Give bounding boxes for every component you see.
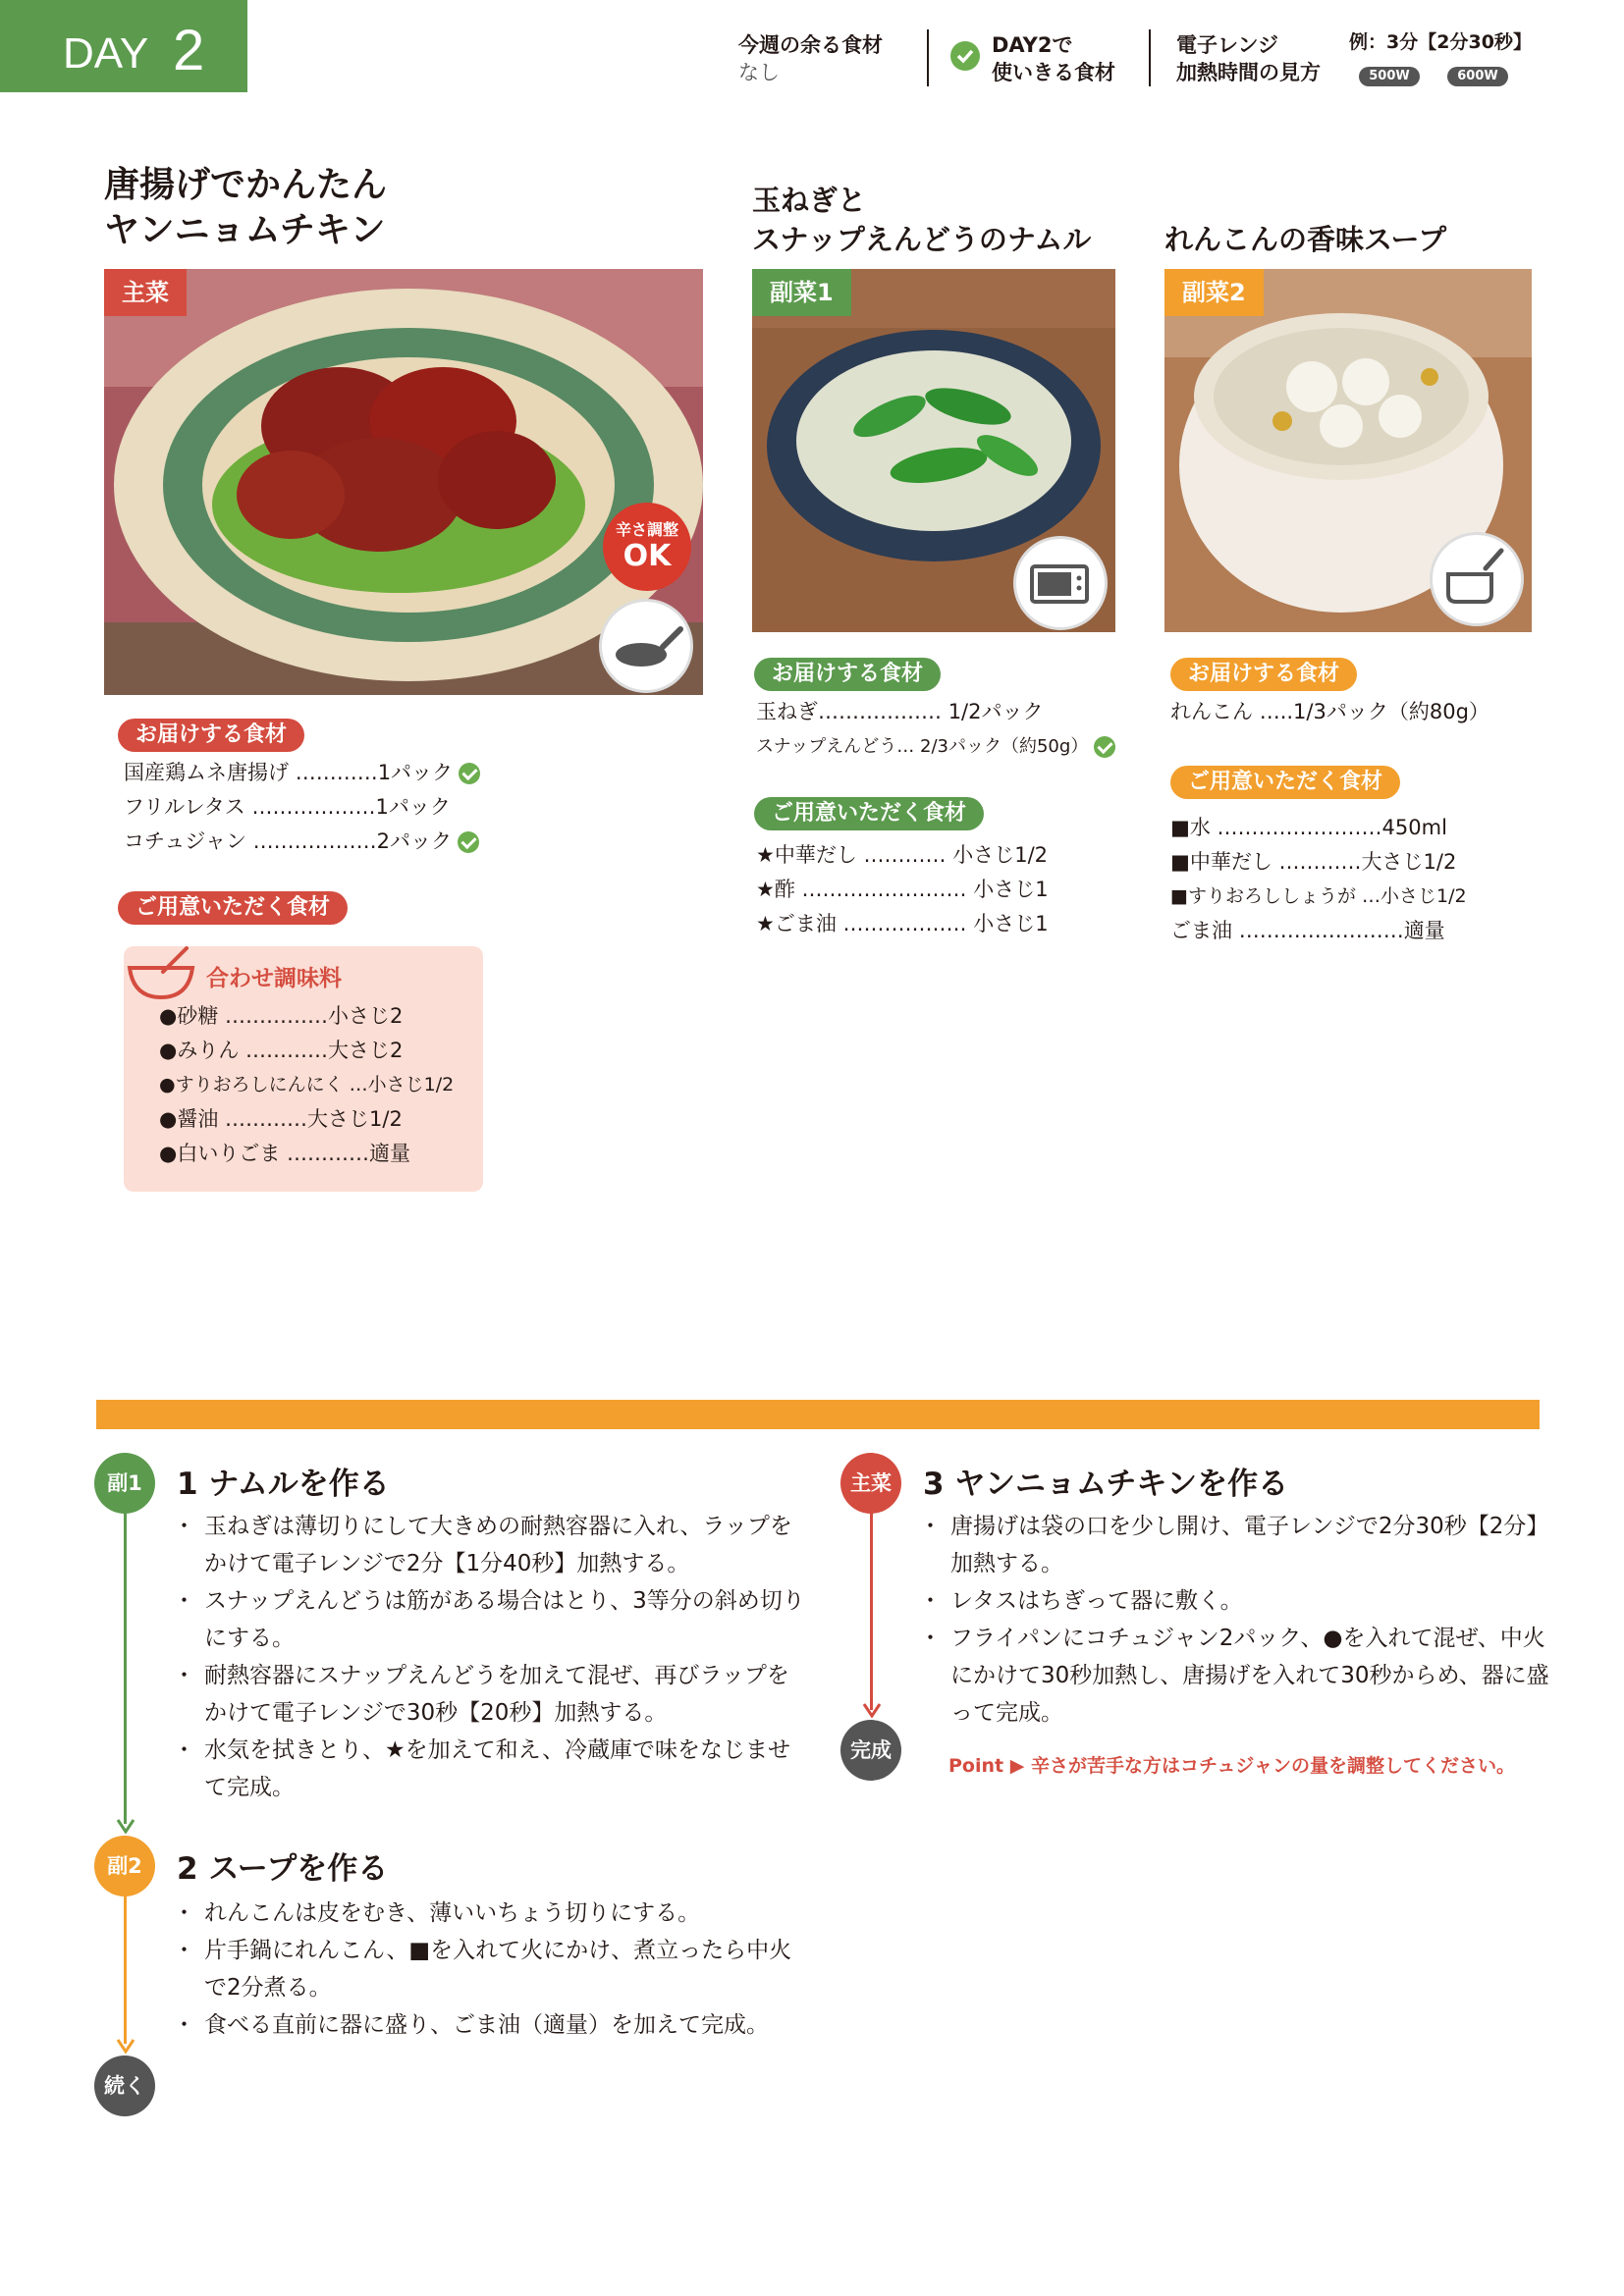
step3-list bbox=[927, 1508, 1555, 1732]
ingredient-dots: ……………… bbox=[842, 912, 967, 935]
ingredient-row bbox=[756, 729, 1115, 764]
ingredient-qty: 1/2パック bbox=[947, 700, 1044, 723]
ingredient-name: ■中華だし bbox=[1170, 850, 1272, 874]
watt-500-pill: 500W bbox=[1359, 67, 1420, 86]
step2-list bbox=[181, 1895, 809, 2044]
ingredient-dots: …………………… bbox=[1238, 919, 1404, 942]
ingredient-row bbox=[159, 1102, 454, 1137]
ingredient-name: ●すりおろしにんにく bbox=[159, 1074, 344, 1095]
ingredient-dots: ………… bbox=[863, 843, 947, 867]
ingredient-row bbox=[159, 1137, 454, 1171]
ingredient-name: れんこん bbox=[1170, 700, 1253, 723]
ingredient-dots: … bbox=[896, 736, 915, 757]
ingredient-name: ●砂糖 bbox=[159, 1004, 219, 1028]
side2-delivered-tag: お届けする食材 bbox=[1170, 658, 1357, 691]
example-time1: 3分 bbox=[1386, 31, 1419, 53]
sauce-list bbox=[159, 999, 454, 1171]
check-icon bbox=[459, 763, 480, 784]
bracket-close: 】 bbox=[1512, 31, 1532, 53]
bowl-icon bbox=[124, 944, 198, 1007]
main-title bbox=[104, 163, 387, 253]
side1-photo bbox=[752, 269, 1115, 632]
mw-line2: 加熱時間の見方 bbox=[1176, 61, 1321, 84]
ingredient-row bbox=[1170, 880, 1467, 914]
ingredient-qty: 1/3パック（約80g） bbox=[1293, 700, 1489, 723]
ingredient-row bbox=[124, 790, 480, 825]
day-word: DAY bbox=[63, 29, 149, 78]
ingredient-qty: 小さじ2 bbox=[328, 1004, 404, 1028]
ingredient-qty: 450ml bbox=[1381, 816, 1447, 839]
step3-arrow-icon bbox=[862, 1702, 882, 1722]
spicy-line1: 辛さ調整 bbox=[615, 520, 678, 539]
ingredient-row bbox=[159, 1034, 454, 1068]
ingredient-qty: 適量 bbox=[369, 1142, 411, 1165]
ingredient-dots: … bbox=[1362, 885, 1380, 907]
ingredient-row bbox=[756, 907, 1049, 941]
point-note: Point ▶ 辛さが苦手な方はコチュジャンの量を調整してください。 bbox=[948, 1755, 1515, 1777]
ingredient-qty: 小さじ1 bbox=[973, 912, 1049, 935]
useup-info bbox=[992, 31, 1115, 86]
sauce-title: 合わせ調味料 bbox=[206, 966, 342, 991]
ingredient-name: ●みりん bbox=[159, 1039, 240, 1062]
step2-arrow-icon bbox=[116, 2038, 135, 2057]
microwave-icon bbox=[1013, 536, 1108, 630]
ingredient-dots: ………… bbox=[287, 1142, 370, 1165]
ingredient-dots: … bbox=[349, 1074, 368, 1095]
ingredient-dots: ….. bbox=[1259, 700, 1294, 723]
sauce-box bbox=[124, 946, 483, 1192]
watt-600-pill: 600W bbox=[1447, 67, 1508, 86]
microwave-legend bbox=[1176, 31, 1321, 86]
step2-badge: 副2 bbox=[94, 1836, 155, 1896]
example-time2: 2分30秒 bbox=[1436, 31, 1513, 53]
main-delivered-tag: お届けする食材 bbox=[118, 719, 304, 752]
step1-list bbox=[181, 1508, 809, 1806]
main-title-line1: 唐揚げでかんたん bbox=[104, 165, 388, 205]
leftover-info bbox=[738, 31, 883, 86]
ingredient-dots: ……………… bbox=[818, 700, 942, 723]
side1-delivered-list bbox=[756, 695, 1115, 764]
bracket-open: 【 bbox=[1418, 31, 1437, 53]
step2-item: ・ 片手鍋にれんこん、■を入れて火にかけ、煮立ったら中火で2分煮る。 bbox=[181, 1932, 809, 2006]
day-tab bbox=[0, 0, 247, 92]
ingredient-row bbox=[159, 999, 454, 1034]
header-divider-1 bbox=[927, 29, 929, 86]
step3-badge: 主菜 bbox=[840, 1453, 901, 1514]
ingredient-qty: 大さじ1/2 bbox=[1361, 850, 1457, 874]
ingredient-name: 玉ねぎ bbox=[756, 700, 818, 723]
ingredient-dots: ……………… bbox=[252, 829, 377, 853]
ingredient-name: ■水 bbox=[1170, 816, 1211, 839]
example-times bbox=[1349, 27, 1532, 54]
ingredient-name: 国産鶏ムネ唐揚げ bbox=[124, 761, 289, 784]
step1-item: ・ 耐熱容器にスナップえんどうを加えて混ぜ、再びラップをかけて電子レンジで30秒【20秒】加熱する。 bbox=[181, 1657, 809, 1732]
side2-prepare-tag: ご用意いただく食材 bbox=[1170, 766, 1400, 799]
step2-item: ・ れんこんは皮をむき、薄いいちょう切りにする。 bbox=[181, 1895, 809, 1932]
ingredient-qty: 大さじ2 bbox=[328, 1039, 404, 1062]
step1-arrow-icon bbox=[116, 1818, 135, 1838]
steps-divider-bar bbox=[96, 1400, 1540, 1429]
ingredient-name: フリルレタス bbox=[124, 795, 245, 819]
check-icon bbox=[950, 41, 980, 71]
ingredient-row bbox=[124, 756, 480, 790]
ingredient-row bbox=[756, 838, 1049, 873]
side1-delivered-tag: お届けする食材 bbox=[754, 658, 941, 691]
ingredient-dots: ………… bbox=[295, 761, 378, 784]
side1-prepare-tag: ご用意いただく食材 bbox=[754, 797, 984, 830]
saucepan-icon bbox=[1430, 532, 1524, 626]
ingredient-qty: 大さじ1/2 bbox=[307, 1107, 403, 1131]
ingredient-qty: 小さじ1/2 bbox=[367, 1074, 455, 1095]
side2-title: れんこんの香味スープ bbox=[1164, 223, 1447, 256]
ingredient-row bbox=[1170, 811, 1467, 845]
frying-pan-icon bbox=[599, 599, 693, 693]
ingredient-dots: …………………… bbox=[1217, 816, 1382, 839]
ingredient-name: ★酢 bbox=[756, 878, 795, 901]
ingredient-qty: 適量 bbox=[1403, 919, 1445, 942]
check-icon bbox=[458, 831, 479, 853]
main-dish-photo bbox=[104, 269, 703, 695]
ingredient-row bbox=[1170, 845, 1467, 880]
step1-item: ・ 水気を拭きとり、★を加えて和え、冷蔵庫で味をなじませて完成。 bbox=[181, 1732, 809, 1806]
leftover-value: なし bbox=[738, 61, 780, 84]
side1-title bbox=[752, 181, 1091, 259]
mw-line1: 電子レンジ bbox=[1176, 33, 1278, 57]
main-title-line2: ヤンニョムチキン bbox=[104, 210, 386, 250]
ingredient-qty: 2パック bbox=[376, 829, 453, 853]
step3-title: 3 ヤンニョムチキンを作る bbox=[923, 1467, 1289, 1502]
step1-item: ・ スナップえんどうは筋がある場合はとり、3等分の斜め切りにする。 bbox=[181, 1582, 809, 1657]
side1-title-line2: スナップえんどうのナムル bbox=[752, 223, 1092, 256]
ingredient-qty: 小さじ1 bbox=[973, 878, 1049, 901]
ingredient-row bbox=[159, 1068, 454, 1102]
step1-flow-line bbox=[124, 1514, 127, 1824]
ingredient-row bbox=[756, 873, 1049, 907]
side2-prepare-list bbox=[1170, 811, 1467, 948]
step1-item: ・ 玉ねぎは薄切りにして大きめの耐熱容器に入れ、ラップをかけて電子レンジで2分【1分40秒】加熱する。 bbox=[181, 1508, 809, 1582]
check-icon bbox=[1094, 736, 1115, 758]
ingredient-qty: 2/3パック（約50g） bbox=[920, 736, 1089, 757]
side2-photo bbox=[1164, 269, 1532, 632]
ingredient-dots: …………… bbox=[225, 1004, 329, 1028]
useup-line1: DAY2で bbox=[992, 33, 1073, 57]
ingredient-name: ■すりおろししょうが bbox=[1170, 885, 1356, 907]
ingredient-name: ★中華だし bbox=[756, 843, 857, 867]
continue-badge: 続く bbox=[94, 2056, 155, 2116]
ingredient-dots: ………… bbox=[1278, 850, 1362, 874]
step3-item: ・ 唐揚げは袋の口を少し開け、電子レンジで2分30秒【2分】加熱する。 bbox=[927, 1508, 1555, 1582]
side1-ribbon: 副菜1 bbox=[752, 269, 851, 316]
ingredient-name: ★ごま油 bbox=[756, 912, 837, 935]
header-divider-2 bbox=[1149, 29, 1151, 86]
ingredient-row bbox=[1170, 695, 1489, 729]
ingredient-dots: ……………… bbox=[251, 795, 376, 819]
side1-prepare-list bbox=[756, 838, 1049, 941]
side2-ribbon: 副菜2 bbox=[1164, 269, 1264, 316]
ingredient-dots: ………… bbox=[245, 1039, 329, 1062]
day-number: 2 bbox=[173, 19, 205, 82]
step3-item: ・ レタスはちぎって器に敷く。 bbox=[927, 1582, 1555, 1620]
ingredient-row bbox=[756, 695, 1115, 729]
ingredient-name: ごま油 bbox=[1170, 919, 1232, 942]
step1-title: 1 ナムルを作る bbox=[177, 1467, 390, 1502]
ingredient-row bbox=[1170, 914, 1467, 948]
done-badge: 完成 bbox=[840, 1720, 901, 1781]
step3-item: ・ フライパンにコチュジャン2パック、●を入れて混ぜ、中火にかけて30秒加熱し、唐揚げを入れて30秒からめ、器に盛って完成。 bbox=[927, 1620, 1555, 1732]
main-prepare-tag: ご用意いただく食材 bbox=[118, 891, 348, 925]
step2-title: 2 スープを作る bbox=[177, 1851, 389, 1887]
example-label: 例： bbox=[1349, 31, 1387, 53]
main-ribbon: 主菜 bbox=[104, 269, 187, 316]
ingredient-row bbox=[124, 825, 480, 859]
main-delivered-list bbox=[124, 756, 480, 859]
ingredient-name: ●醤油 bbox=[159, 1107, 219, 1131]
leftover-label: 今週の余る食材 bbox=[738, 33, 883, 57]
useup-line2: 使いきる食材 bbox=[992, 61, 1115, 84]
step2-item: ・ 食べる直前に器に盛り、ごま油（適量）を加えて完成。 bbox=[181, 2006, 809, 2044]
ingredient-qty: 小さじ1/2 bbox=[1380, 885, 1467, 907]
step2-flow-line bbox=[124, 1896, 127, 2044]
ingredient-dots: ………… bbox=[225, 1107, 308, 1131]
ingredient-qty: 1パック bbox=[377, 761, 454, 784]
ingredient-qty: 1パック bbox=[375, 795, 451, 819]
spicy-adjust-badge bbox=[603, 503, 691, 591]
ingredient-qty: 小さじ1/2 bbox=[952, 843, 1048, 867]
side2-delivered-list bbox=[1170, 695, 1489, 729]
step1-badge: 副1 bbox=[94, 1453, 155, 1514]
spicy-line2: OK bbox=[623, 539, 672, 573]
ingredient-name: スナップえんどう bbox=[756, 736, 897, 757]
ingredient-dots: …………………… bbox=[801, 878, 967, 901]
side1-title-line1: 玉ねぎと bbox=[752, 184, 867, 217]
step3-flow-line bbox=[870, 1514, 873, 1710]
ingredient-name: コチュジャン bbox=[124, 829, 246, 853]
ingredient-name: ●白いりごま bbox=[159, 1142, 281, 1165]
